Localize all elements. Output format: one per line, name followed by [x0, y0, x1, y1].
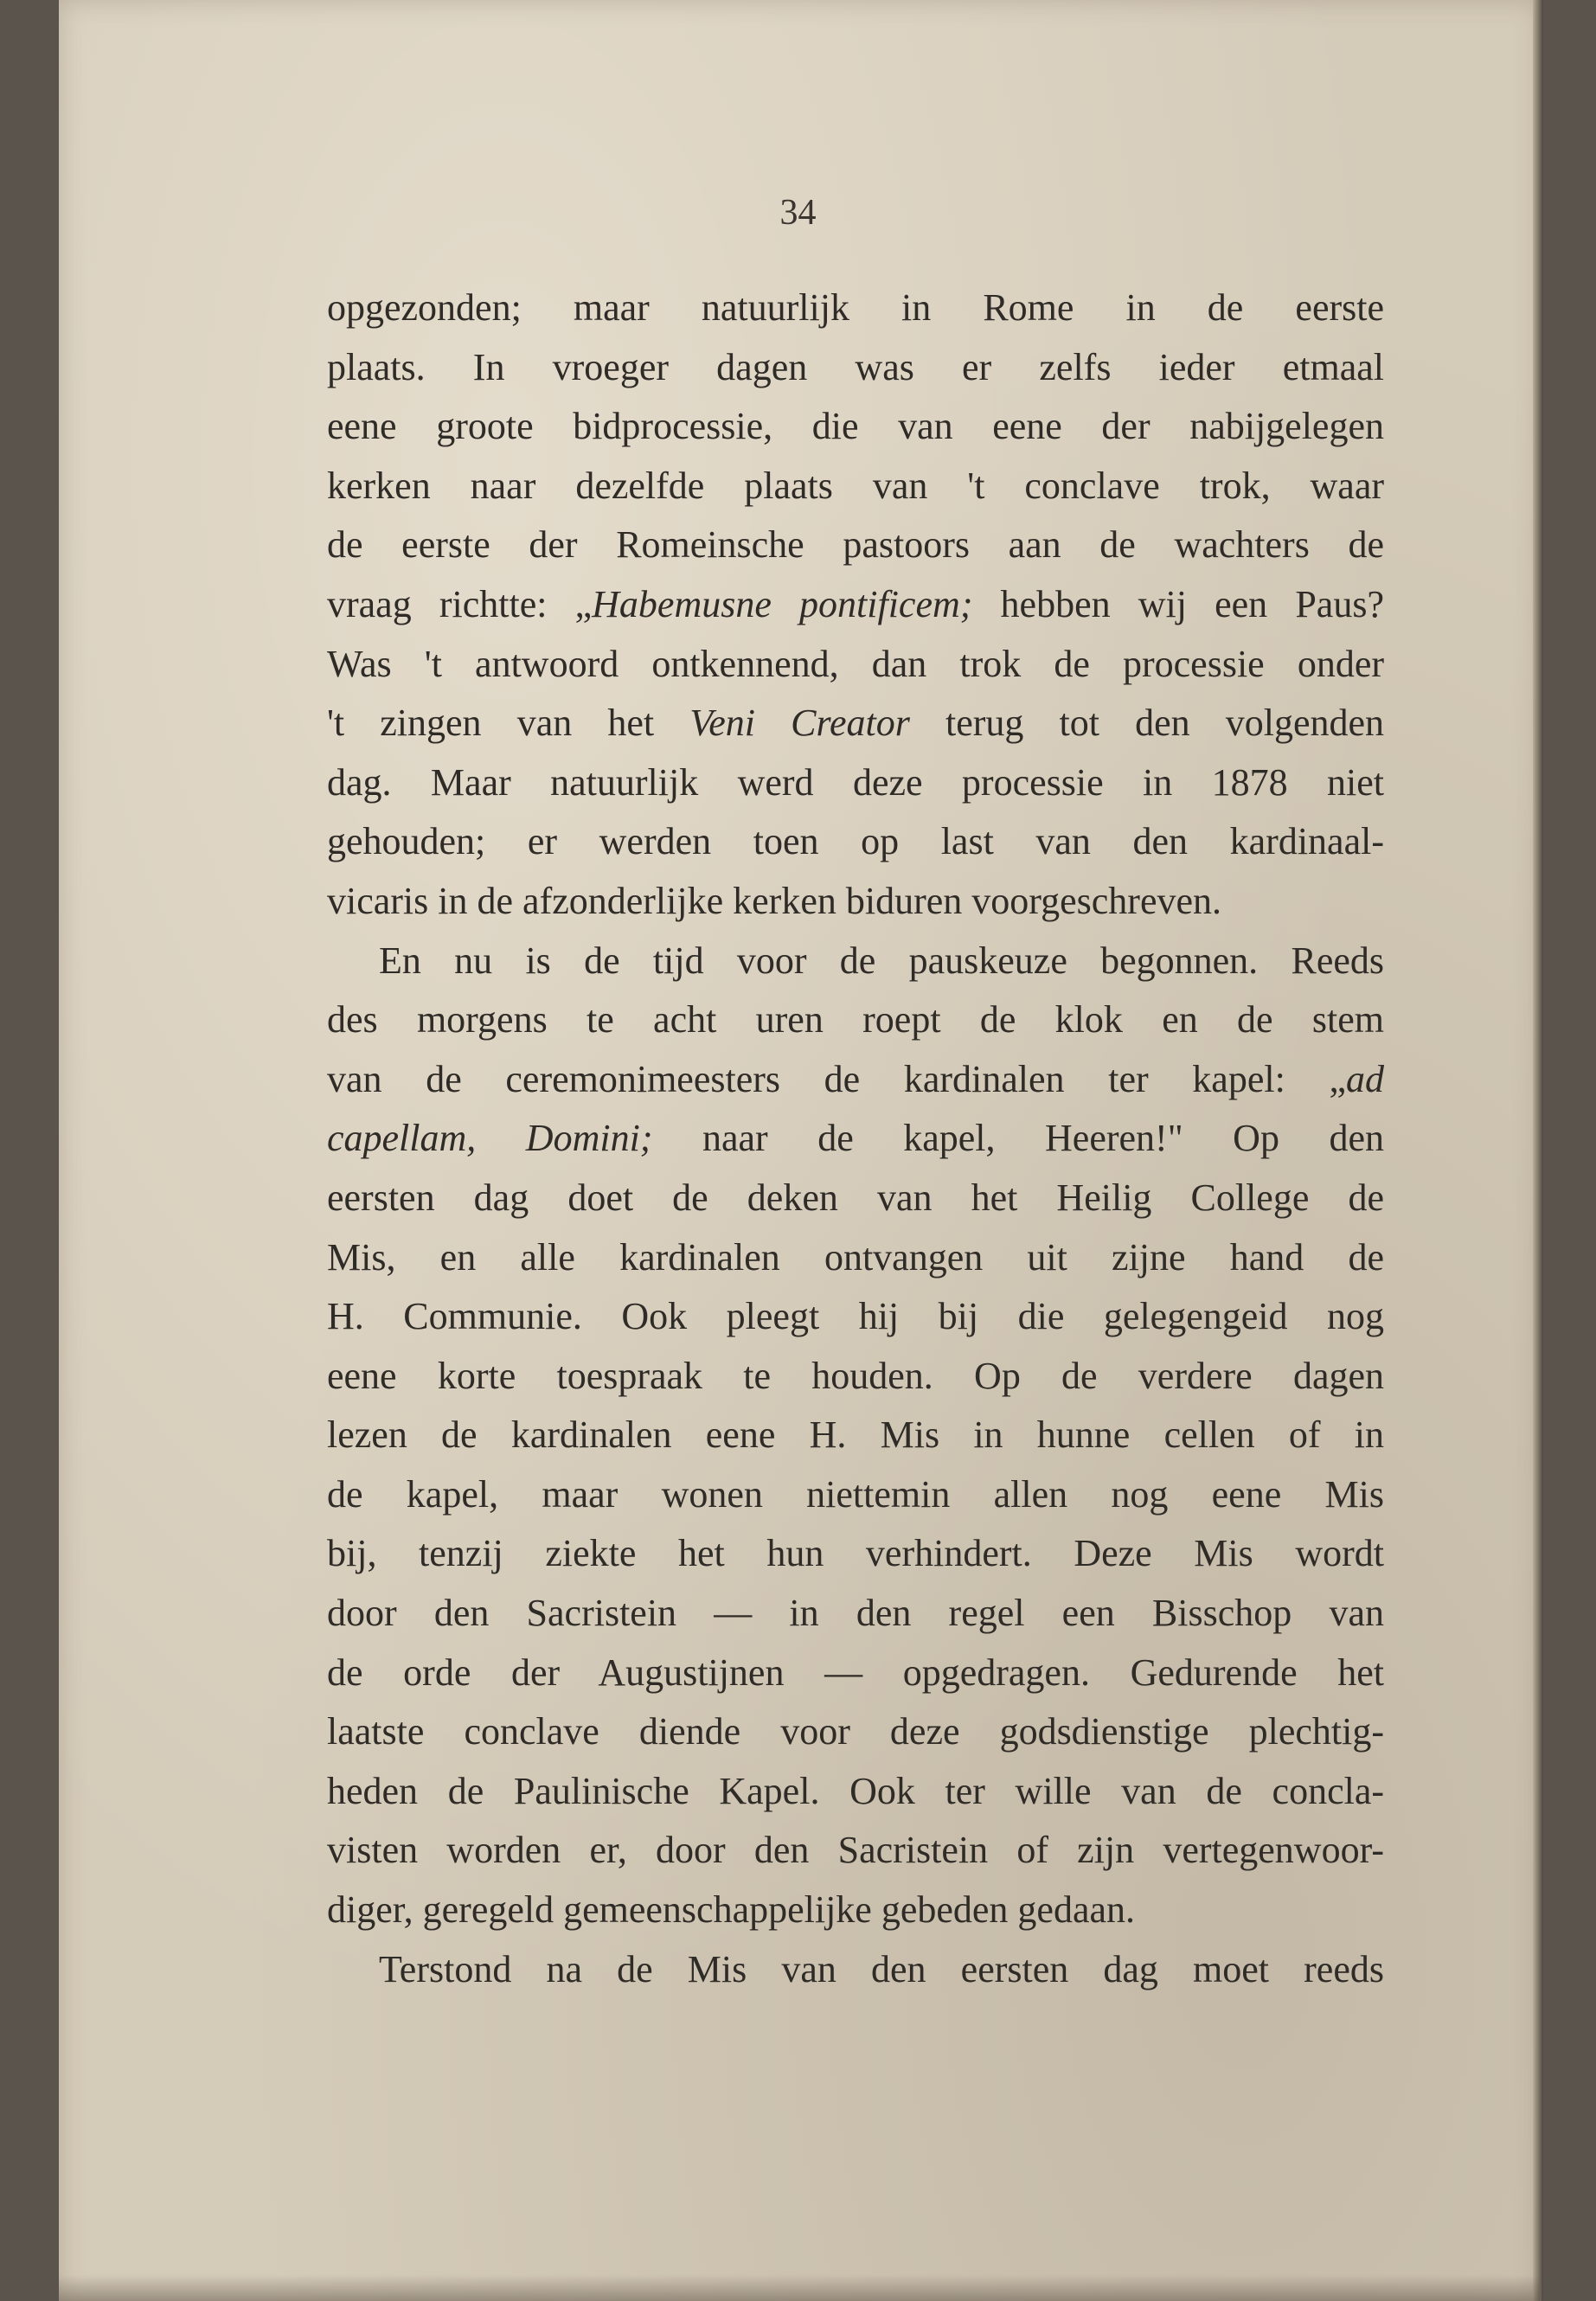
text-line: van de ceremonimeesters de kardinalen ter kapel: „ad: [327, 1057, 1384, 1100]
text-line: bij, tenzij ziekte het hun verhindert. Deze Mis wordt: [327, 1532, 1384, 1575]
text-line: opgezonden; maar natuurlijk in Rome in de eerste: [327, 286, 1384, 329]
text-line: laatste conclave diende voor deze godsdienstige plechtig-: [327, 1710, 1384, 1753]
page-number: 34: [779, 193, 817, 233]
page-bottom-shadow: [59, 2275, 1540, 2301]
text-line: dag. Maar natuurlijk werd deze processie in 1878 niet: [327, 760, 1384, 804]
page-edge-shadow: [1533, 0, 1543, 2301]
text-line: des morgens te acht uren roept de klok en de stem: [327, 998, 1384, 1042]
text-line: heden de Paulinische Kapel. Ook ter wille van de concla-: [327, 1769, 1384, 1812]
paragraph-end-line: diger, geregeld gemeenschappelijke gebeden gedaan.: [327, 1888, 1136, 1932]
text-line: capellam, Domini; naar de kapel, Heeren!" Op den: [327, 1117, 1384, 1160]
paragraph-start-line: Terstond na de Mis van den eersten dag moet reeds: [379, 1947, 1384, 1990]
text-line: de eerste der Romeinsche pastoors aan de wachters de: [327, 523, 1384, 567]
text-line: 't zingen van het Veni Creator terug tot den volgenden: [327, 702, 1385, 745]
text-line: gehouden; er werden toen op last van den kardinaal-: [327, 820, 1384, 863]
text-line: H. Communie. Ook pleegt hij bij die gelegengeid nog: [327, 1295, 1384, 1338]
text-line: de kapel, maar wonen niettemin allen nog eene Mis: [327, 1472, 1384, 1516]
text-line: Was 't antwoord ontkennend, dan trok de processie onder: [327, 642, 1384, 685]
text-line: de orde der Augustijnen — opgedragen. Gedurende het: [327, 1650, 1384, 1694]
text-line: visten worden er, door den Sacristein of zijn vertegenwoor-: [327, 1829, 1384, 1872]
text-line: eene korte toespraak te houden. Op de verdere dagen: [327, 1354, 1384, 1397]
text-line: plaats. In vroeger dagen was er zelfs ieder etmaal: [327, 345, 1384, 388]
text-line: vraag richtte: „Habemusne pontificem; hebben wij een Paus?: [327, 582, 1384, 625]
paragraph-end-line: vicaris in de afzonderlijke kerken biduren voorgeschreven.: [327, 879, 1221, 922]
text-line: eene groote bidprocessie, die van eene der nabijgelegen: [327, 405, 1384, 448]
body-text: [327, 279, 1384, 1999]
text-line: Mis, en alle kardinalen ontvangen uit zijne hand de: [327, 1235, 1384, 1279]
text-line: lezen de kardinalen eene H. Mis in hunne cellen of in: [327, 1413, 1384, 1457]
paragraph-start-line: En nu is de tijd voor de pauskeuze begonnen. Reeds: [379, 939, 1384, 982]
text-line: door den Sacristein — in den regel een Bisschop van: [327, 1592, 1384, 1635]
text-line: kerken naar dezelfde plaats van 't conclave trok, waar: [327, 464, 1384, 507]
text-line: eersten dag doet de deken van het Heilig College de: [327, 1176, 1384, 1219]
